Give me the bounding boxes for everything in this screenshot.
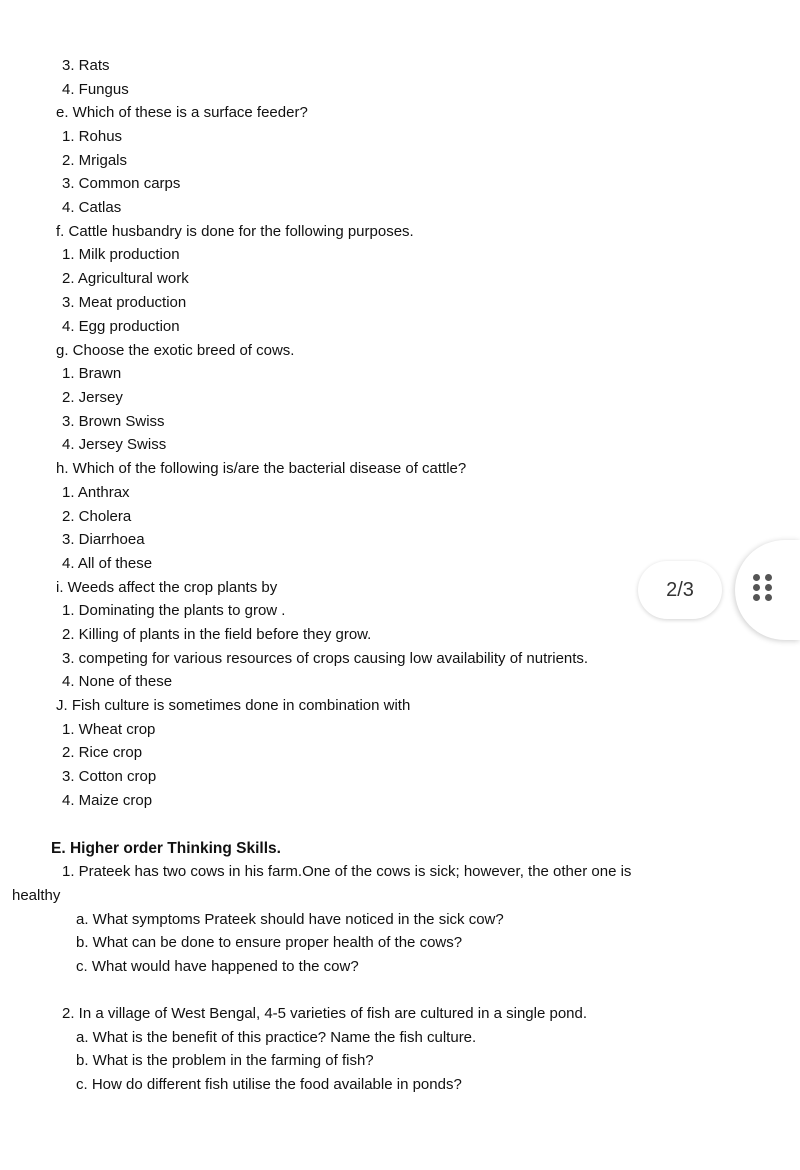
list-item: 2. Killing of plants in the field before they grow. [62,626,372,643]
list-item: 4. Catlas [62,199,122,216]
list-item: 1. Wheat crop [62,721,156,738]
list-item: 1. Rohus [62,128,123,145]
list-item: 1. Prateek has two cows in his farm.One of the cows is sick; however, the other one is [62,863,632,880]
page-indicator-label: 2/3 [666,578,694,601]
question-text: i. Weeds affect the crop plants by [56,579,278,596]
list-item: 3. Diarrhoea [62,531,145,548]
list-item: 3. Cotton crop [62,768,157,785]
question-text: h. Which of the following is/are the bacterial disease of cattle? [56,460,467,477]
list-item: 1. Brawn [62,365,122,382]
list-item: 4. Fungus [62,81,129,98]
list-item: 4. Egg production [62,318,180,335]
question-text: J. Fish culture is sometimes done in combination with [56,697,411,714]
page-indicator [638,561,722,619]
list-item: 2. In a village of West Bengal, 4-5 varieties of fish are cultured in a single pond. [62,1005,588,1022]
list-item: 4. None of these [62,673,173,690]
text-line: a. What symptoms Prateek should have noticed in the sick cow? [76,911,504,928]
section-heading: E. Higher order Thinking Skills. [51,840,281,857]
list-item: 1. Milk production [62,246,180,263]
grid-dots-icon [753,574,772,601]
question-text: e. Which of these is a surface feeder? [56,104,308,121]
list-item: 1. Anthrax [62,484,130,501]
list-item: 4. Maize crop [62,792,153,809]
list-item: 1. Dominating the plants to grow . [62,602,286,619]
menu-button[interactable] [735,540,800,640]
text-line: a. What is the benefit of this practice? Name the fish culture. [76,1029,477,1046]
list-item: 3. Rats [62,57,110,74]
text-line: c. What would have happened to the cow? [76,958,359,975]
list-item: 4. Jersey Swiss [62,436,167,453]
list-item: 3. competing for various resources of crops causing low availability of nutrients. [62,650,589,667]
text-line: healthy [12,887,61,904]
list-item: 2. Agricultural work [62,270,189,287]
list-item: 2. Mrigals [62,152,128,169]
question-text: f. Cattle husbandry is done for the following purposes. [56,223,414,240]
list-item: 2. Rice crop [62,744,143,761]
list-item: 2. Cholera [62,508,132,525]
list-item: 3. Meat production [62,294,187,311]
list-item: 3. Common carps [62,175,181,192]
list-item: 2. Jersey [62,389,123,406]
text-line: b. What is the problem in the farming of fish? [76,1052,374,1069]
question-text: g. Choose the exotic breed of cows. [56,342,295,359]
text-line: c. How do different fish utilise the food available in ponds? [76,1076,462,1093]
list-item: 3. Brown Swiss [62,413,165,430]
list-item: 4. All of these [62,555,153,572]
text-line: b. What can be done to ensure proper health of the cows? [76,934,463,951]
